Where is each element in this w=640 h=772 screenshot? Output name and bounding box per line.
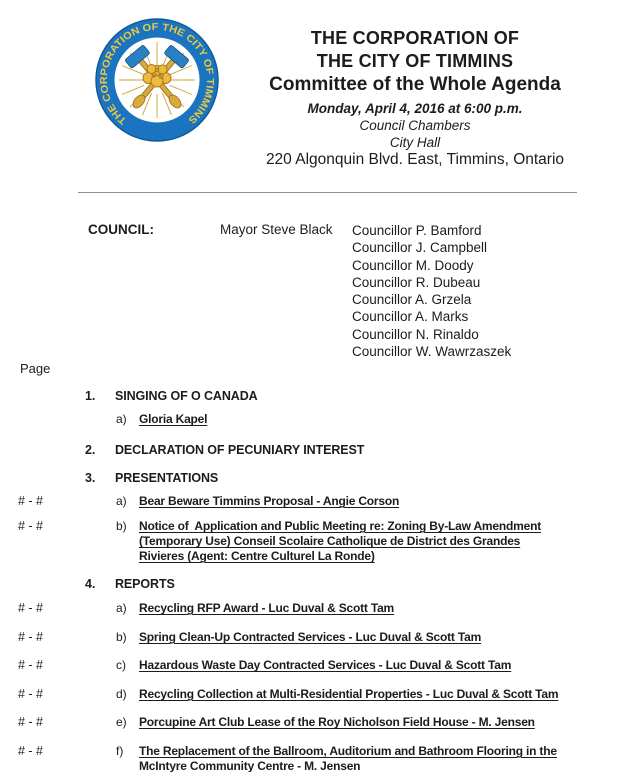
section-title: REPORTS [115,577,175,591]
page-range-marker: # - # [18,519,44,533]
page-range-marker: # - # [18,494,44,508]
meeting-address: 220 Algonquin Blvd. East, Timmins, Ontario [265,151,565,168]
agenda-section-3 [85,471,218,485]
agenda-item-4d [116,687,558,702]
agenda-item-3b [116,519,541,564]
agenda-item-3a [116,494,399,509]
header-text-block [225,27,605,169]
agenda-item-link[interactable]: Rivieres (Agent: Centre Culturel La Ronde) [139,549,375,563]
seal-curved-text: THE CORPORATION OF THE CITY OF TIMMINS [98,21,216,127]
item-letter: a) [116,601,127,615]
page-range-marker: # - # [18,658,44,672]
agenda-item-link[interactable]: Recycling RFP Award - Luc Duval & Scott Tam [139,601,395,615]
agenda-item-4e [116,715,535,730]
agenda-item-4a [116,601,394,616]
page-column-label: Page [20,361,51,376]
section-title: SINGING OF O CANADA [115,389,258,403]
item-letter: a) [116,494,127,508]
agenda-item-link[interactable]: Gloria Kapel [139,412,208,426]
agenda-item-link[interactable]: Hazardous Waste Day Contracted Services - Luc Duval & Scott Tam [139,658,512,672]
councillor-name: Councillor R. Dubeau [352,274,481,290]
agenda-item-4f [116,744,557,772]
page-range-marker: # - # [18,715,44,729]
agenda-section-2 [85,443,364,457]
agenda-item-1a [116,412,207,427]
org-name-line1: THE CORPORATION OF [310,28,520,48]
agenda-item-link[interactable]: McIntyre Community Centre - M. Jensen [139,759,361,772]
item-letter: f) [116,744,124,758]
section-number: 1. [85,389,96,403]
meeting-building: City Hall [389,135,441,150]
agenda-item-link[interactable]: (Temporary Use) Conseil Scolaire Catholique de District des Grandes [139,534,521,548]
document-title: Committee of the Whole Agenda [269,74,561,95]
city-of-timmins-seal [95,18,219,142]
page-range-marker: # - # [18,630,44,644]
councillor-name: Councillor A. Marks [352,309,469,325]
page-range-marker: # - # [18,744,44,758]
councillor-list [352,222,511,360]
section-number: 3. [85,471,96,485]
item-letter: d) [116,687,127,701]
councillor-name: Councillor M. Doody [352,257,474,273]
mayor-name: Mayor Steve Black [220,222,333,237]
agenda-item-link[interactable]: Notice of Application and Public Meeting re: Zoning By-Law Amendment [139,519,541,533]
agenda-item-link[interactable]: Bear Beware Timmins Proposal - Angie Corson [139,494,400,508]
agenda-section-4 [85,577,175,591]
councillor-name: Councillor J. Campbell [352,240,488,256]
agenda-item-link[interactable]: The Replacement of the Ballroom, Auditorium and Bathroom Flooring in the [139,744,557,758]
councillor-name: Councillor A. Grzela [352,292,472,308]
item-letter: b) [116,630,127,644]
section-number: 4. [85,577,96,591]
agenda-item-4b [116,630,481,645]
gold-nugget-icon [143,65,171,88]
council-label: COUNCIL: [88,222,154,237]
org-name-line2: THE CITY OF TIMMINS [316,51,514,71]
page-range-marker: # - # [18,601,44,615]
agenda-item-4c [116,658,511,673]
item-letter: c) [116,658,126,672]
item-letter: e) [116,715,127,729]
agenda-item-link[interactable]: Spring Clean-Up Contracted Services - Luc Duval & Scott Tam [139,630,482,644]
section-title: DECLARATION OF PECUNIARY INTEREST [115,443,365,457]
agenda-section-1 [85,389,258,403]
agenda-item-link[interactable]: Porcupine Art Club Lease of the Roy Nicholson Field House - M. Jensen [139,715,535,729]
page-range-marker: # - # [18,687,44,701]
meeting-datetime: Monday, April 4, 2016 at 6:00 p.m. [307,101,523,116]
item-letter: a) [116,412,127,426]
councillor-name: Councillor N. Rinaldo [352,326,479,342]
section-number: 2. [85,443,96,457]
agenda-item-link[interactable]: Recycling Collection at Multi-Residential Properties - Luc Duval & Scott Tam [139,687,559,701]
divider-line [78,192,577,193]
councillor-name: Councillor P. Bamford [352,223,482,238]
councillor-name: Councillor W. Wawrzaszek [352,344,512,360]
item-letter: b) [116,519,127,533]
meeting-venue: Council Chambers [359,118,471,133]
section-title: PRESENTATIONS [115,471,219,485]
